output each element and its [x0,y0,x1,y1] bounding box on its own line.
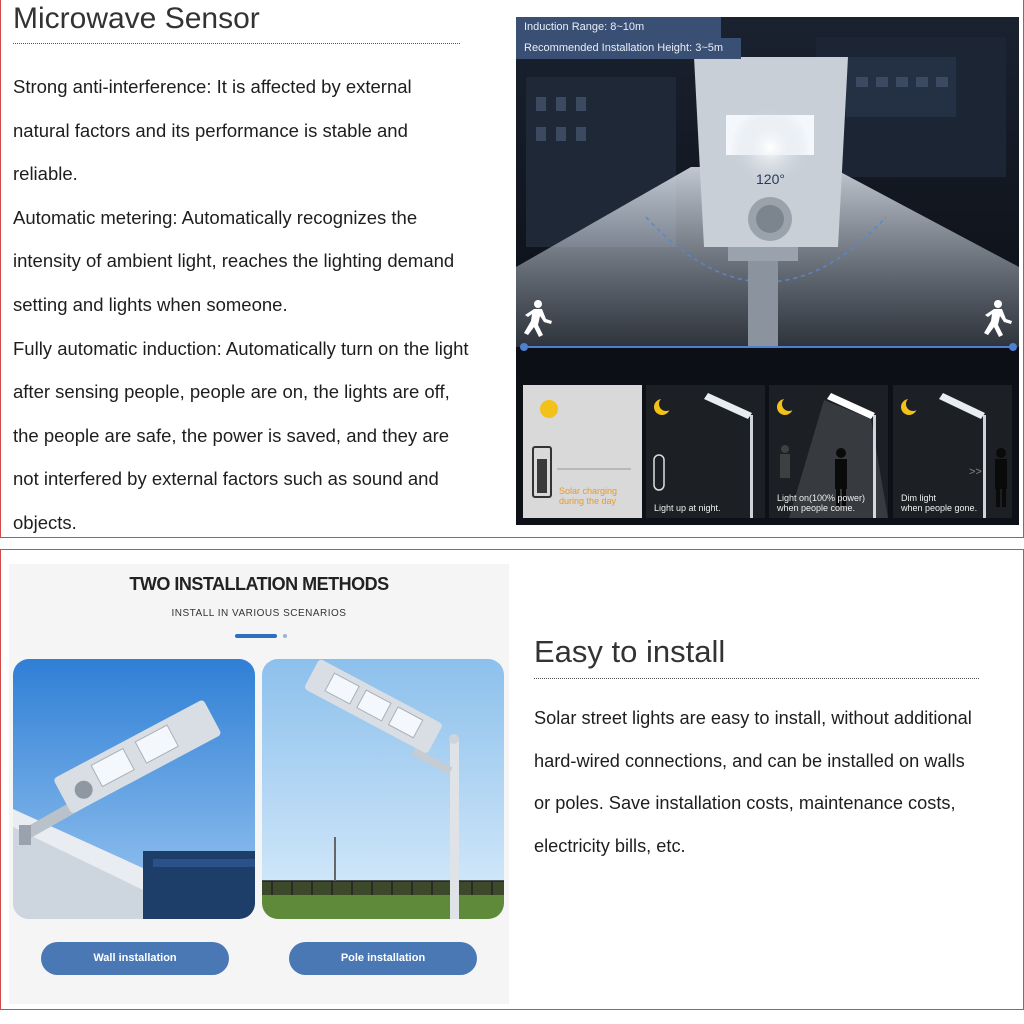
wall-installation-image [13,659,255,919]
mode-panel-day [523,385,642,518]
panel-caption: Light up at night. [654,503,721,513]
install-heading: Easy to install [534,634,726,669]
angle-label: 120° [756,171,785,187]
installation-methods-card [9,564,509,1004]
mode-panel-night [646,385,765,518]
sensor-description: Strong anti-interference: It is affected by external natural factors and its performance is stable and reliable. Automatic metering: Automatically recognizes the intensity of ambient light, reaches the lighting demand setting and lights when someone. Fully automatic induction: Automatically turn on the light after sensing people, people are on, the lights are off, the people are safe, the power is saved, and they are not interfered by external factors such as sound and objects. [13,76,469,533]
sun-icon [540,400,558,418]
person-silhouette-icon [995,448,1007,507]
night-light-graphic [646,385,765,518]
svg-text:>>: >> [969,466,982,478]
heading-divider [534,678,979,679]
panel-caption: Light on(100% power) when people come. [777,493,866,513]
methods-title: TWO INSTALLATION METHODS [129,574,389,594]
induction-range-tag: Induction Range: 8~10m [516,17,721,38]
panel-caption: Dim light when people gone. [901,493,978,513]
pole-installation-button[interactable]: Pole installation [289,942,477,975]
mode-panel-dim [893,385,1012,518]
carousel-indicator [283,634,287,638]
installation-height-tag: Recommended Installation Height: 3~5m [516,38,741,59]
wall-mounted-light-graphic [13,659,255,919]
mode-panel-full-power [769,385,888,518]
sensor-heading: Microwave Sensor [13,2,260,35]
pole-installation-image [262,659,504,919]
installation-panel [0,549,1024,1010]
wall-installation-button[interactable]: Wall installation [41,942,229,975]
carousel-indicator-active [235,634,277,638]
heading-divider [13,43,460,44]
sensor-illustration [516,17,1019,525]
methods-subtitle: INSTALL IN VARIOUS SCENARIOS [171,608,347,619]
install-description: Solar street lights are easy to install, without additional hard-wired connections, and can be installed on walls or poles. Save installation costs, maintenance costs, electricity bills, etc. [534,708,972,857]
pole-mounted-light-graphic [262,659,504,919]
panel-caption: Solar charging during the day [559,486,618,506]
